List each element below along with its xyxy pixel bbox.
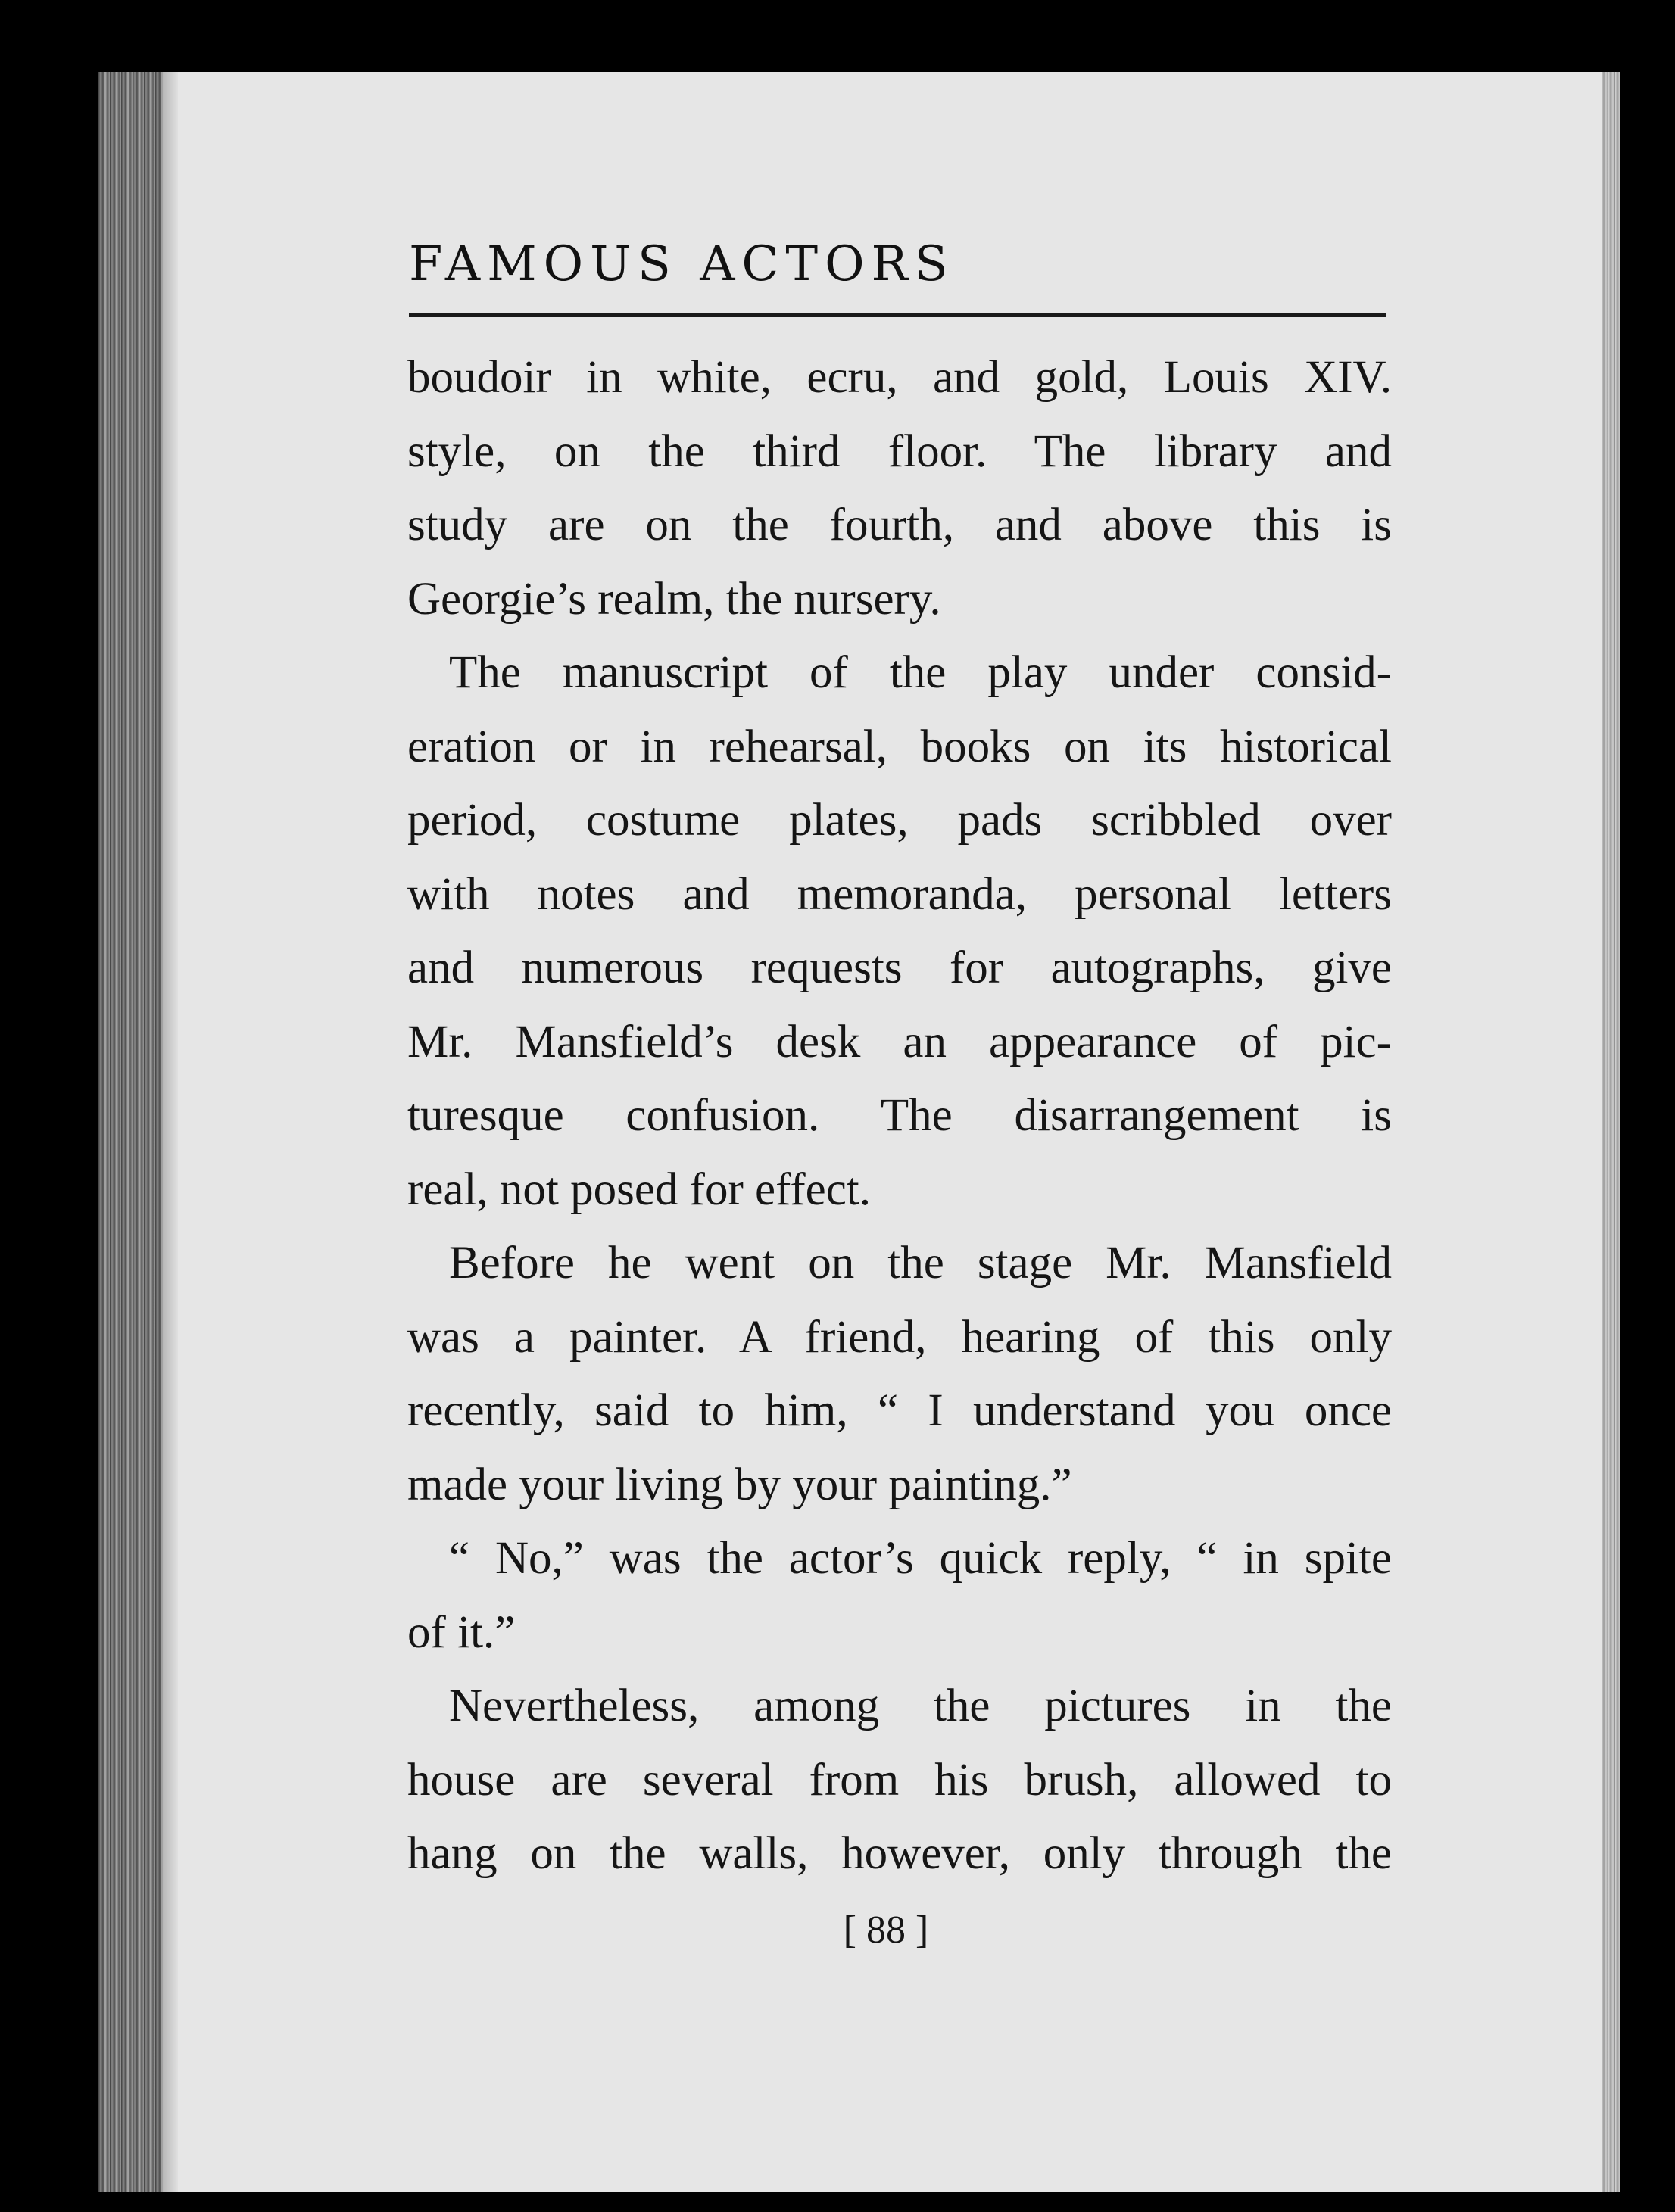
text-line: house are several from his brush, allowed to bbox=[407, 1754, 1392, 1805]
page-number: [ 88 ] bbox=[843, 1908, 929, 1952]
text-line: “ No,” was the actor’s quick reply, “ in spite bbox=[449, 1533, 1392, 1584]
running-head: FAMOUS ACTORS bbox=[409, 236, 955, 292]
gutter-edge bbox=[163, 72, 178, 2192]
text-line: study are on the fourth, and above this is bbox=[407, 500, 1392, 550]
scan-border bbox=[1620, 0, 1675, 2212]
text-line: of it.” bbox=[407, 1606, 516, 1658]
text-line: Nevertheless, among the pictures in the bbox=[449, 1681, 1392, 1731]
header-rule bbox=[409, 313, 1386, 317]
text-line: was a painter. A friend, hearing of this only bbox=[407, 1311, 1392, 1363]
text-line: eration or in rehearsal, books on its historical bbox=[407, 721, 1392, 772]
text-line: Georgie’s realm, the nursery. bbox=[407, 573, 941, 625]
text-line: made your living by your painting.” bbox=[407, 1459, 1072, 1510]
text-line: with notes and memoranda, personal letters bbox=[407, 868, 1392, 920]
text-line: real, not posed for effect. bbox=[407, 1164, 871, 1215]
text-line: turesque confusion. The disarrangement is bbox=[407, 1090, 1392, 1141]
text-line: hang on the walls, however, only through the bbox=[407, 1828, 1392, 1879]
page-fore-edge bbox=[1602, 72, 1620, 2192]
text-line: style, on the third floor. The library and bbox=[407, 425, 1392, 477]
text-line: Mr. Mansfield’s desk an appearance of pic- bbox=[407, 1016, 1392, 1067]
text-line: and numerous requests for autographs, give bbox=[407, 942, 1392, 993]
text-line: Before he went on the stage Mr. Mansfield bbox=[449, 1238, 1392, 1288]
text-line: recently, said to him, “ I understand you once bbox=[407, 1385, 1392, 1436]
text-line: boudoir in white, ecru, and gold, Louis XIV. bbox=[407, 352, 1392, 403]
body-text bbox=[407, 341, 1392, 1891]
text-line: The manuscript of the play under consid- bbox=[449, 647, 1392, 698]
text-line: period, costume plates, pads scribbled over bbox=[407, 795, 1392, 846]
